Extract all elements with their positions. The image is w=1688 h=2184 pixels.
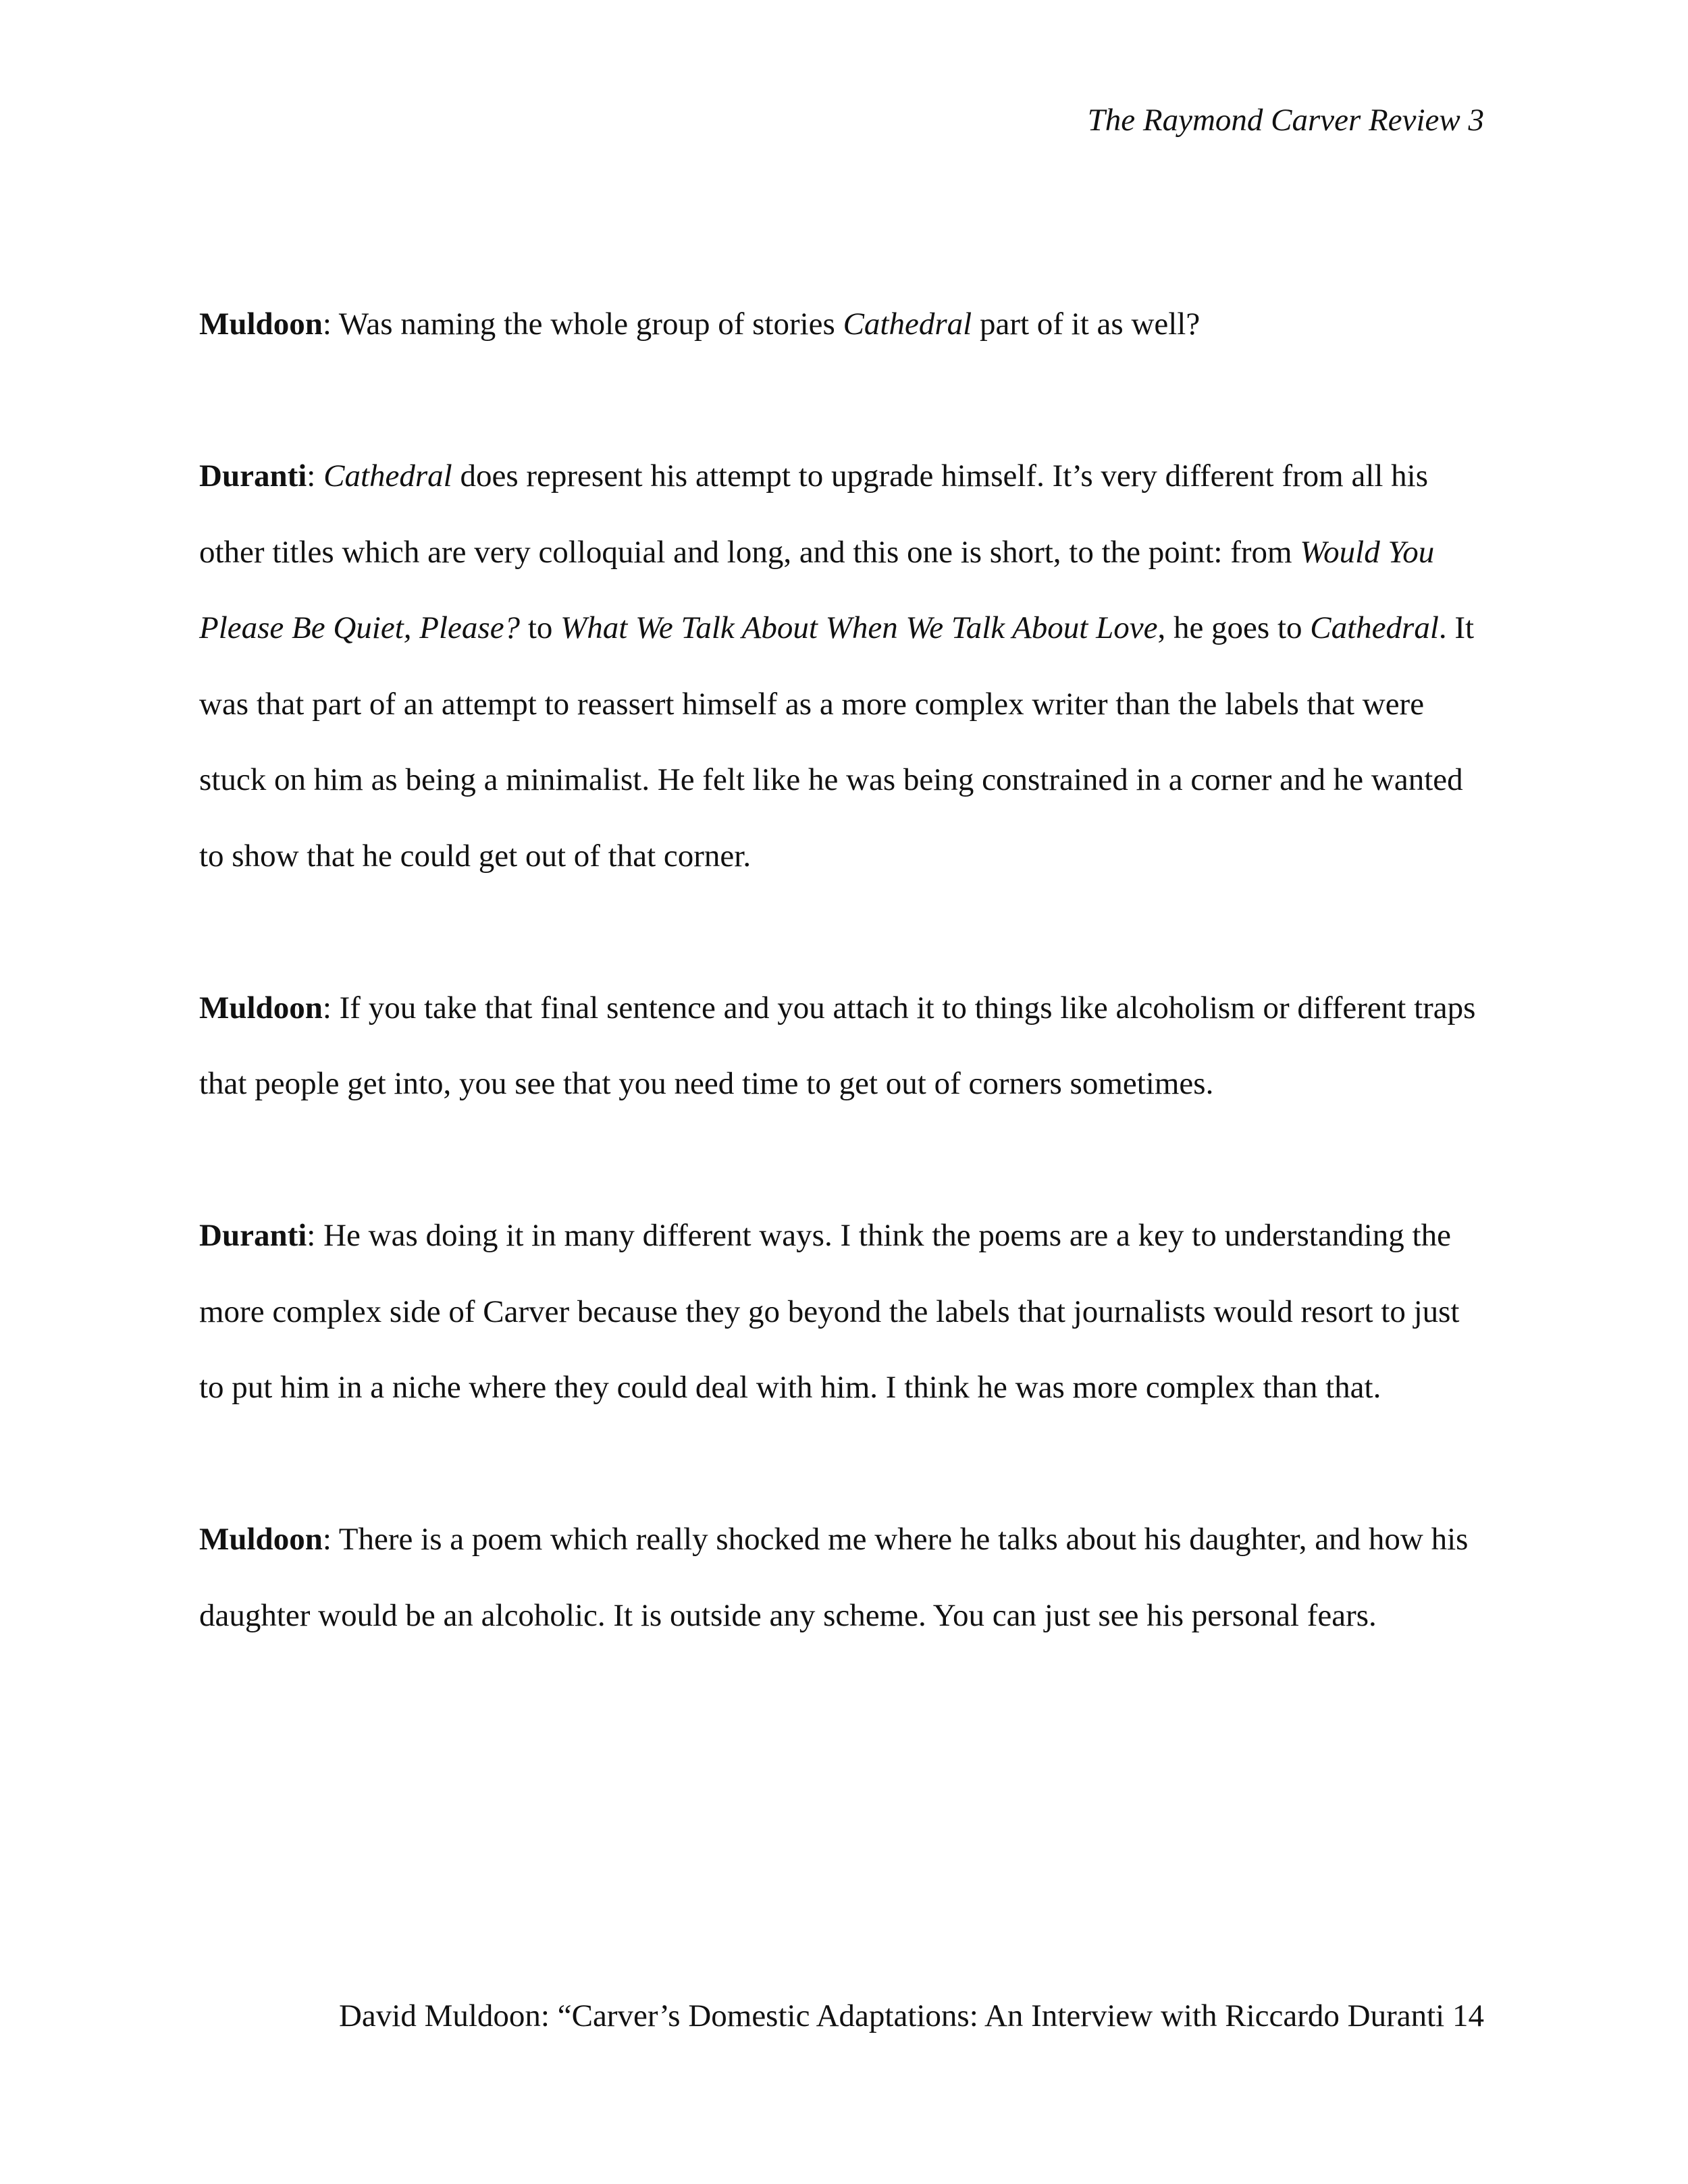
book-title: Cathedral — [843, 307, 972, 342]
journal-title: The Raymond Carver Review 3 — [1087, 103, 1484, 138]
paragraph-text: . It was that part of an attempt to reassert himself as a more complex writer than the labels that were stuck on him as being a minimalist. He felt like he was being constrained in a corner and he wanted to show that he could get out of that corner. — [199, 610, 1475, 874]
speaker-name: Muldoon — [199, 307, 323, 342]
speaker-name: Muldoon — [199, 1522, 323, 1557]
paragraph-text: , he goes to — [1157, 610, 1311, 645]
paragraph-text: does represent his attempt to upgrade himself. It’s very different from all his other titles which are very colloquial and long, and this one is short, to the point: from — [199, 458, 1429, 570]
speaker-name: Muldoon — [199, 990, 323, 1026]
paragraph-text: to — [520, 610, 561, 645]
paragraph-text: : If you take that final sentence and you attach it to things like alcoholism or different traps that people get into, you see that you need time to get out of corners sometimes. — [199, 990, 1476, 1101]
paragraph-text: : — [307, 458, 324, 494]
speaker-name: Duranti — [199, 458, 307, 494]
article-citation: David Muldoon: “Carver’s Domestic Adaptations: An Interview with Riccardo Duranti — [338, 1998, 1445, 2033]
paragraph-text: : He was doing it in many different ways. I think the poems are a key to understanding the more complex side of Carver because they go beyond the labels that journalists would resort to just to put him in a niche where they could deal with him. I think he was more complex than that. — [199, 1218, 1460, 1405]
paragraph-text: : There is a poem which really shocked me where he talks about his daughter, and how his daughter would be an alcoholic. It is outside any scheme. You can just see his personal fears. — [199, 1522, 1469, 1633]
interview-paragraph — [199, 970, 1489, 1122]
paragraph-text: : Was naming the whole group of stories — [322, 307, 843, 342]
interview-paragraph — [199, 286, 1489, 363]
running-header — [1088, 100, 1484, 140]
page-number: 14 — [1452, 1998, 1484, 2033]
interview-paragraph — [199, 438, 1489, 894]
book-title: Would You Please Be Quiet, Please? — [199, 534, 1435, 645]
interview-paragraph — [199, 1198, 1489, 1426]
book-title: Cathedral — [323, 458, 452, 494]
running-footer — [339, 1996, 1484, 2036]
book-title: Cathedral — [1310, 610, 1439, 645]
interview-paragraph — [199, 1501, 1489, 1653]
paragraph-text: part of it as well? — [972, 307, 1201, 342]
interview-body — [199, 286, 1489, 1653]
book-title: What We Talk About When We Talk About Love — [560, 610, 1158, 645]
speaker-name: Duranti — [199, 1218, 307, 1253]
